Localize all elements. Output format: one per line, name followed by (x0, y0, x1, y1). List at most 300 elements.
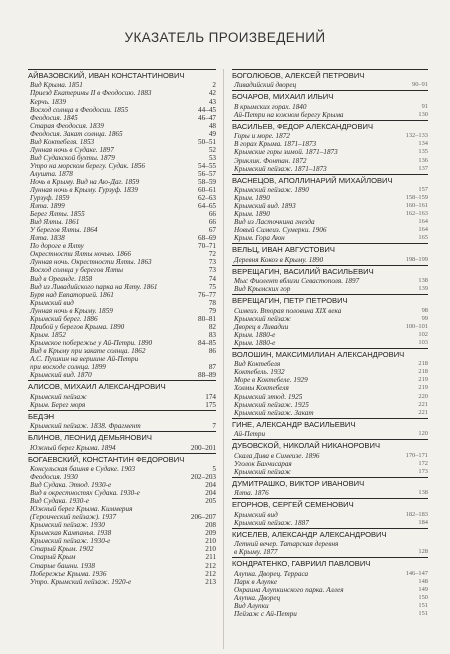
work-entry (28, 371, 216, 379)
work-title: Дворец в Ливадии (234, 322, 289, 331)
works-list (232, 570, 428, 618)
page-number: 66 (208, 218, 216, 227)
index-column-left (28, 69, 216, 587)
work-title: Крымский пейзаж. 1930 (30, 521, 105, 530)
work-title: Скала Дива в Симеизе. 1896 (234, 451, 320, 460)
author-block (232, 90, 428, 119)
page-number: 46–47 (198, 113, 216, 122)
work-title: Утро. Крымский пейзаж. 1920-е (30, 577, 132, 586)
work-entry (28, 178, 216, 186)
page-number: 62–63 (198, 194, 216, 203)
work-title: Ай-Петри на южном берегу Крыма (234, 110, 344, 119)
work-title: Крым. 1890 (234, 194, 270, 203)
work-entry (28, 422, 216, 430)
work-title: Вид из Ласточкина гнезда (234, 218, 315, 227)
work-title: Вид в окрестностях Судака. 1930-е (30, 489, 140, 498)
work-entry (28, 473, 216, 481)
author-heading: ВАСИЛЬЕВ, ФЕДОР АЛЕКСАНДРОВИЧ (232, 120, 428, 131)
work-entry (28, 186, 216, 194)
author-block (232, 498, 428, 527)
work-title: (Героический пейзаж). 1937 (30, 513, 117, 522)
page-number: 174 (205, 392, 216, 401)
work-entry (28, 553, 216, 561)
work-entry (28, 218, 216, 226)
work-entry (232, 368, 428, 376)
work-entry (28, 138, 216, 146)
page-number: 136 (418, 156, 428, 164)
work-title: Ялта. 1899 (30, 202, 65, 211)
page-number: 54–55 (198, 161, 216, 170)
work-entry (232, 210, 428, 218)
work-title: Южный берег Крыма. 1894 (30, 443, 116, 452)
author-heading: ДУБОВСКОЙ, НИКОЛАЙ НИКАНОРОВИЧ (232, 439, 428, 450)
page-number: 164 (418, 226, 428, 234)
page-number: 219 (418, 384, 428, 392)
author-heading: КОНДРАТЕНКО, ГАВРИИЛ ПАВЛОВИЧ (232, 557, 428, 568)
page-number: 150 (418, 593, 428, 601)
work-entry (232, 430, 428, 438)
page-number: 60–61 (198, 186, 216, 195)
author-heading: ВОЛОШИН, МАКСИМИЛИАН АЛЕКСАНДРОВИЧ (232, 348, 428, 359)
page-number: 50–51 (198, 137, 216, 146)
work-entry (232, 511, 428, 519)
work-entry (28, 266, 216, 274)
page-number: 175 (205, 400, 216, 409)
page-number: 52 (208, 145, 216, 154)
work-entry (232, 165, 428, 173)
work-title: Вид Ялты. 1861 (30, 218, 80, 227)
work-entry (28, 562, 216, 570)
work-entry (232, 103, 428, 111)
page-number: 170–171 (405, 451, 428, 459)
work-entry (28, 497, 216, 505)
page-number: 172 (418, 459, 428, 467)
work-entry (232, 409, 428, 417)
page-number: 202–203 (190, 473, 216, 481)
author-heading: БОГОЛЮБОВ, АЛЕКСЕЙ ПЕТРОВИЧ (232, 69, 428, 80)
work-entry (28, 162, 216, 170)
work-title: Крым. 1890 (234, 210, 270, 219)
page-number: 135 (418, 148, 428, 156)
work-title: в Крыму. 1877 (234, 548, 278, 557)
work-entry (28, 339, 216, 347)
work-entry (28, 347, 216, 355)
page-number: 102 (418, 330, 428, 338)
page-number: 213 (205, 577, 216, 586)
page-number: 173 (418, 467, 428, 475)
works-list (232, 132, 428, 172)
work-title: Ялта. 1876 (234, 489, 269, 498)
work-entry (232, 140, 428, 148)
author-block (232, 477, 428, 497)
work-title: Крымский пейзаж (234, 467, 291, 476)
work-title: Побережье Крыма. 1936 (30, 569, 107, 578)
page-number: 43 (208, 97, 216, 106)
work-title: Крымское побережье у Ай-Петри. 1890 (30, 338, 153, 347)
page-number: 212 (205, 569, 216, 578)
page-number: 157 (418, 186, 428, 193)
page-number: 220 (418, 392, 428, 400)
works-list (232, 81, 428, 89)
page-number: 162–163 (405, 210, 428, 218)
work-entry (232, 519, 428, 527)
work-title: Крым. Гора Аюн (234, 234, 285, 243)
work-entry (28, 210, 216, 218)
work-entry (28, 226, 216, 234)
page-number: 120 (418, 430, 428, 438)
work-title: Горы и море. 1872 (234, 132, 290, 141)
works-list (232, 511, 428, 527)
page-number: 58–59 (198, 177, 216, 186)
work-title: Крымский вид. 1870 (30, 371, 92, 380)
work-title: У берегов Ялты. 1864 (30, 226, 98, 235)
page-number: 211 (205, 553, 216, 562)
index-column-right (232, 69, 428, 619)
page-number: 75 (208, 282, 216, 291)
author-block (232, 528, 428, 557)
page-number: 160–161 (405, 202, 428, 210)
work-title: Новый Симеиз. Сумерки. 1906 (234, 226, 327, 235)
work-title: Крымский пейзаж. 1890 (234, 186, 309, 194)
work-title: Холмы Коктебеля (234, 384, 289, 393)
work-title: Крым. 1852 (30, 330, 66, 339)
work-entry (232, 226, 428, 234)
work-entry (232, 339, 428, 347)
work-entry (28, 444, 216, 452)
page-number: 132–133 (405, 132, 428, 140)
work-title: Крым. 1880-е (234, 338, 276, 347)
work-entry (28, 283, 216, 291)
author-heading: БОЧАРОВ, МИХАИЛ ИЛЬИЧ (232, 90, 428, 101)
author-block (232, 265, 428, 294)
page-number: 128 (418, 548, 428, 556)
page-number: 210 (205, 537, 216, 546)
author-block (28, 431, 216, 451)
work-entry (28, 537, 216, 545)
page-number: 72 (208, 250, 216, 259)
page-number: 204 (205, 481, 216, 490)
page-number: 88–89 (198, 371, 216, 380)
work-title: Восход солнца у берегов Ялты (30, 266, 124, 275)
work-title: Старые башни. 1938 (30, 561, 95, 570)
work-title: Вид из Ливадийского парка на Ялту. 1861 (30, 282, 158, 291)
work-entry (232, 360, 428, 368)
works-list (28, 444, 216, 452)
work-title: при восходе солнца. 1899 (30, 363, 106, 372)
page-number: 151 (418, 601, 428, 609)
page-number: 209 (205, 529, 216, 538)
work-title: Пейзаж с Ай-Петри (234, 609, 297, 618)
work-title: Утро на морском берегу. Судак. 1856 (30, 161, 145, 170)
page-number: 73 (208, 258, 216, 267)
page-number: 138 (418, 277, 428, 285)
work-title: Вид Судакской бухты. 1879 (30, 153, 115, 162)
work-entry (232, 548, 428, 556)
page-number: 74 (208, 274, 216, 283)
work-entry (232, 323, 428, 331)
work-entry (232, 393, 428, 401)
works-list (232, 489, 428, 497)
work-entry (28, 481, 216, 489)
work-entry (232, 186, 428, 194)
page-number: 2 (212, 81, 216, 90)
page-number: 149 (418, 585, 428, 593)
author-heading: АЛИСОВ, МИХАИЛ АЛЕКСАНДРОВИЧ (28, 380, 216, 391)
work-title: Крымский пейзаж. 1930-е (30, 537, 111, 546)
works-list (232, 277, 428, 293)
work-entry (232, 452, 428, 460)
work-title: Старый Крым (30, 553, 76, 562)
work-title: Вид Коктебеля. 1853 (30, 137, 95, 146)
work-entry (28, 513, 216, 521)
work-title: Деревня Кокоз в Крыму. 1890 (234, 255, 324, 264)
work-entry (28, 114, 216, 122)
page-number: 218 (418, 368, 428, 376)
work-entry (28, 122, 216, 130)
work-entry (232, 460, 428, 468)
author-block (28, 69, 216, 379)
work-entry (28, 521, 216, 529)
author-heading: БОГАЕВСКИЙ, КОНСТАНТИН ФЕДОРОВИЧ (28, 453, 216, 464)
work-title: Берег Ялты. 1855 (30, 210, 85, 219)
work-entry (28, 545, 216, 553)
page-number: 90–91 (412, 81, 428, 89)
author-heading: ГИНЕ, АЛЕКСАНДР ВАСИЛЬЕВИЧ (232, 418, 428, 429)
work-title: Алупка. Дворец. Терраса (234, 569, 309, 578)
page-number: 148 (418, 577, 428, 585)
work-title: Вид Алупки (234, 601, 269, 610)
work-entry (232, 132, 428, 140)
work-entry (28, 393, 216, 401)
work-title: Окрестности Ялты ночью. 1866 (30, 250, 131, 259)
work-entry (28, 323, 216, 331)
work-entry (28, 106, 216, 114)
page-number: 146–147 (405, 569, 428, 577)
work-title: Феодосия. 1845 (30, 113, 78, 122)
page-number: 73 (208, 266, 216, 275)
work-title: Крымский берег. 1886 (30, 314, 98, 323)
works-list (232, 452, 428, 476)
work-entry (28, 202, 216, 210)
work-title: Буря над Евпаторией. 1861 (30, 290, 114, 299)
page-number: 91 (421, 102, 428, 110)
work-title: Уголок Бахчисарая (234, 459, 292, 468)
work-entry (232, 256, 428, 264)
page-number: 100–101 (405, 322, 428, 330)
work-title: Вид Крымских гор (234, 285, 291, 294)
work-title: А.С. Пушкин на вершине Ай-Петри (30, 355, 139, 363)
work-entry (28, 307, 216, 315)
works-list (232, 256, 428, 264)
works-list (232, 307, 428, 347)
work-title: Крымский вид (234, 510, 278, 519)
work-entry (28, 275, 216, 283)
author-block (232, 120, 428, 173)
work-entry (28, 578, 216, 586)
works-list (28, 393, 216, 409)
page-number: 48 (208, 121, 216, 130)
work-title: Гурзуф. 1859 (30, 194, 70, 203)
author-block (232, 243, 428, 263)
work-title: Крымский пейзаж. 1838. Фрагмент (30, 422, 141, 431)
author-heading: БЛИНОВ, ЛЕОНИД ДЕМЬЯНОВИЧ (28, 431, 216, 442)
work-title: Вид в Крыму при закате солнца. 1862 (30, 346, 146, 355)
work-title: Ливадийский дворец (234, 81, 297, 90)
page-number: 165 (418, 234, 428, 242)
work-title: Восход солнца в Феодосии. 1855 (30, 105, 129, 114)
work-title: Крымский пейзаж. 1871–1873 (234, 164, 327, 173)
page-number: 219 (418, 376, 428, 384)
page-number: 221 (418, 400, 428, 408)
work-entry (28, 154, 216, 162)
work-title: В горах Крыма. 1871–1873 (234, 140, 317, 149)
work-entry (28, 250, 216, 258)
works-list (28, 465, 216, 586)
page-number: 204 (205, 489, 216, 498)
work-entry (232, 218, 428, 226)
author-heading: ВЕЛЬЦ, ИВАН АВГУСТОВИЧ (232, 243, 428, 254)
author-heading: ДУМИТРАШКО, ВИКТОР ИВАНОВИЧ (232, 477, 428, 488)
work-entry (232, 540, 428, 548)
work-title: Мыс Фиолент вблизи Севастополя. 1897 (234, 277, 360, 286)
work-entry (28, 234, 216, 242)
page-number: 76–77 (198, 290, 216, 299)
work-title: Крымская Кампанья. 1938 (30, 529, 112, 538)
work-title: Приезд Екатерины II в Феодосию. 1883 (30, 89, 152, 98)
work-title: Крымский вид (30, 298, 74, 307)
work-entry (232, 315, 428, 323)
page-number: 139 (418, 285, 428, 293)
work-entry (28, 242, 216, 250)
work-entry (28, 315, 216, 323)
column-divider (223, 69, 224, 649)
page-number: 218 (418, 360, 428, 368)
works-list (232, 430, 428, 438)
page-number: 64–65 (198, 202, 216, 211)
work-entry (232, 157, 428, 165)
work-entry (232, 610, 428, 618)
page-number: 212 (205, 561, 216, 570)
page-number: 86 (208, 346, 216, 355)
author-block (232, 294, 428, 347)
author-block (28, 380, 216, 409)
page-number: 198–199 (405, 255, 428, 263)
work-entry (232, 586, 428, 594)
work-title: Симеиз. Вторая половина XIX века (234, 306, 342, 315)
work-entry (28, 529, 216, 537)
page-number: 151 (418, 609, 428, 617)
page-number: 205 (205, 497, 216, 506)
work-entry (28, 194, 216, 202)
page-number: 44–45 (198, 105, 216, 114)
work-entry (28, 401, 216, 409)
work-entry (28, 170, 216, 178)
work-title: Вид Крыма. 1851 (30, 81, 83, 90)
work-title: Крымский пейзаж. Закат (234, 408, 314, 417)
work-entry (232, 331, 428, 339)
work-title: Крымский пейзаж (234, 314, 291, 323)
works-list (28, 81, 216, 379)
work-title: Южный берег Крыма. Киммерия (30, 505, 133, 514)
page-number: 66 (208, 210, 216, 219)
work-title: Ай-Петри (234, 430, 266, 439)
works-list (232, 103, 428, 119)
work-entry (232, 285, 428, 293)
page-number: 210 (205, 545, 216, 554)
work-entry (232, 234, 428, 242)
page-number: 130 (418, 110, 428, 118)
author-block (28, 410, 216, 430)
page-number: 87 (208, 363, 216, 372)
page-number: 138 (418, 489, 428, 497)
work-entry (28, 258, 216, 266)
work-title: Парк в Алупке (234, 577, 278, 586)
page-number: 137 (418, 164, 428, 172)
work-entry (232, 307, 428, 315)
author-block (232, 174, 428, 243)
work-entry (232, 401, 428, 409)
work-title: Вид в Ореанде. 1858 (30, 274, 93, 283)
page-number: 182–183 (405, 510, 428, 518)
work-entry (232, 277, 428, 285)
work-title: Алупка. Дворец (234, 593, 281, 602)
page-number: 208 (205, 521, 216, 530)
work-title: Крымский вид. 1893 (234, 202, 296, 211)
work-title: Лунная ночь в Судаке. 1897 (30, 145, 114, 154)
work-entry (232, 194, 428, 202)
work-title: Крымский пейзаж (30, 392, 87, 401)
work-entry (232, 202, 428, 210)
work-title: Прибой у берегов Крыма. 1890 (30, 322, 125, 331)
work-entry (232, 489, 428, 497)
work-entry (232, 468, 428, 476)
work-title: Крым. 1880-е (234, 330, 276, 339)
work-title: По дороге в Ялту (30, 242, 84, 251)
page-number: 158–159 (405, 194, 428, 202)
work-entry (28, 363, 216, 371)
work-title: Окраина Алупкинского парка. Аллея (234, 585, 344, 594)
work-title: Крымские горы зимой. 1871–1873 (234, 148, 338, 157)
work-entry (232, 594, 428, 602)
page-number: 206–207 (190, 513, 216, 522)
page-number: 84–85 (198, 338, 216, 347)
work-entry (232, 384, 428, 392)
work-title: Летний вечер. Татарская деревня (234, 540, 339, 549)
works-list (232, 186, 428, 242)
works-list (232, 540, 428, 556)
page-number: 103 (418, 338, 428, 346)
page-number: 67 (208, 226, 216, 235)
page-number: 200–201 (190, 443, 216, 452)
work-title: В крымских горах. 1840 (234, 102, 307, 111)
work-title: Лунная ночь. Окрестности Ялты. 1863 (30, 258, 152, 267)
author-heading: АЙВАЗОВСКИЙ, ИВАН КОНСТАНТИНОВИЧ (28, 69, 216, 80)
work-title: Алушта. 1878 (30, 169, 73, 178)
work-title: Феодосия. Закат солнца. 1865 (30, 129, 123, 138)
work-entry (28, 89, 216, 97)
page-number: 56–57 (198, 169, 216, 178)
works-list (28, 422, 216, 430)
work-title: Старый Крым. 1902 (30, 545, 94, 554)
author-heading: КИСЕЛЕВ, АЛЕКСАНДР АЛЕКСАНДРОВИЧ (232, 528, 428, 539)
page-number: 7 (212, 422, 216, 431)
author-block (232, 557, 428, 618)
work-title: Консульская башня в Судаке. 1903 (30, 464, 136, 473)
author-heading: БЕДЭН (28, 410, 216, 421)
page-number: 53 (208, 153, 216, 162)
author-block (232, 418, 428, 438)
work-entry (28, 291, 216, 299)
